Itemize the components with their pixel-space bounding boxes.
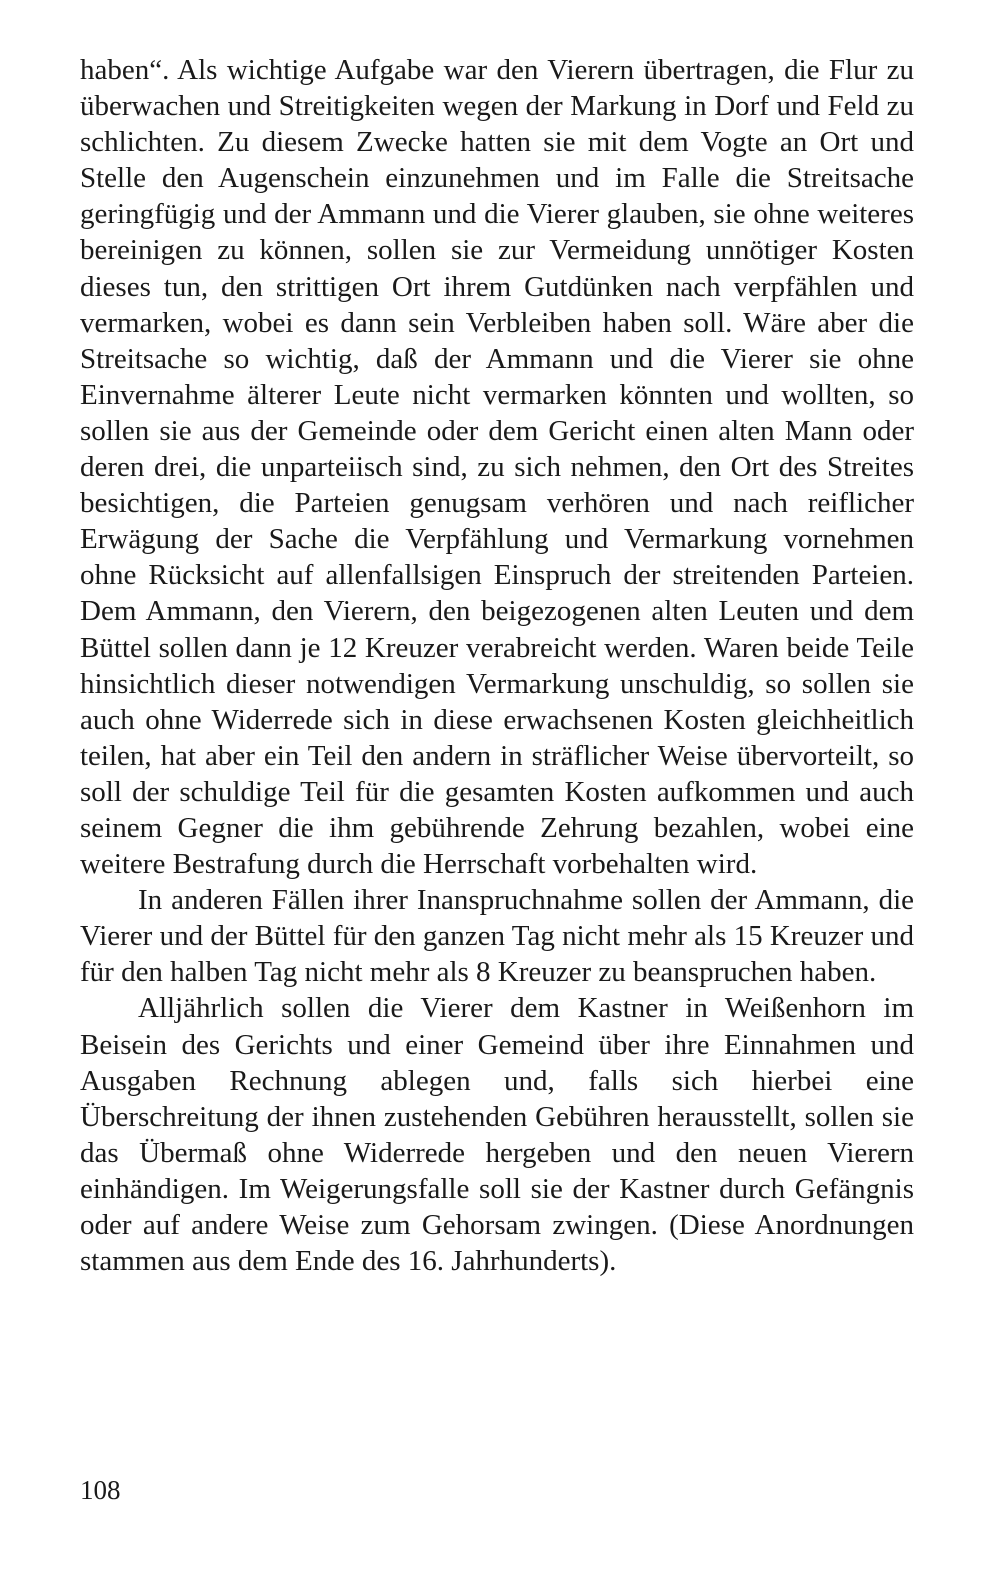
body-text [80, 52, 914, 1279]
paragraph-fees: In anderen Fällen ihrer Inanspruchnahme sollen der Ammann, die Vierer und der Büttel für den ganzen Tag nicht mehr als 15 Kreuzer und für den halben Tag nicht mehr als 8 Kreuzer zu beanspruchen haben. [80, 884, 914, 989]
paragraph-continuation: haben“. Als wichtige Aufgabe war den Vierern übertragen, die Flur zu überwachen und Streitigkeiten wegen der Markung in Dorf und Feld zu schlichten. Zu diesem Zwecke hatten sie mit dem Vogte an Ort und Stelle den Augenschein einzunehmen und im Falle die Streitsache geringfügig und der Ammann und die Vierer glauben, sie ohne weiteres bereinigen zu können, sollen sie zur Vermeidung unnötiger Kosten dieses tun, den strittigen Ort ihrem Gutdünken nach verpfählen und vermarken, wobei es dann sein Verbleiben haben soll. Wäre aber die Streitsache so wichtig, daß der Ammann und die Vierer sie ohne Einvernahme älterer Leute nicht vermarken könnten und wollten, so sollen sie aus der Gemeinde oder dem Gericht einen alten Mann oder deren drei, die unparteiisch sind, zu sich nehmen, den Ort des Streites besichtigen, die Parteien genugsam verhören und nach reiflicher Erwägung der Sache die Verpfählung und Vermarkung vornehmen ohne Rücksicht auf allenfallsigen Einspruch der streitenden Parteien. Dem Ammann, den Vierern, den beigezogenen alten Leuten und dem Büttel sollen dann je 12 Kreuzer verabreicht werden. Waren beide Teile hinsichtlich dieser notwendigen Vermarkung unschuldig, so sollen sie auch ohne Widerrede sich in diese erwachsenen Kosten gleichheitlich teilen, hat aber ein Teil den andern in sträflicher Weise übervorteilt, so soll der schuldige Teil für die gesamten Kosten aufkommen und auch seinem Gegner die ihm gebührende Zehrung bezahlen, wobei eine weitere Bestrafung durch die Herrschaft vorbehalten wird. [80, 54, 914, 881]
paragraph-accounting: Alljährlich sollen die Vierer dem Kastner in Weißenhorn im Beisein des Gerichts und einer Gemeind über ihre Einnahmen und Ausgaben Rechnung ablegen und, falls sich hierbei eine Überschreitung der ihnen zustehenden Gebühren herausstellt, sollen sie das Übermaß ohne Widerrede hergeben und den neuen Vierern einhändigen. Im Weigerungsfalle soll sie der Kastner durch Gefängnis oder auf andere Weise zum Gehorsam zwingen. (Diese Anordnungen stammen aus dem Ende des 16. Jahrhunderts). [80, 992, 914, 1278]
page-number: 108 [80, 1475, 121, 1505]
